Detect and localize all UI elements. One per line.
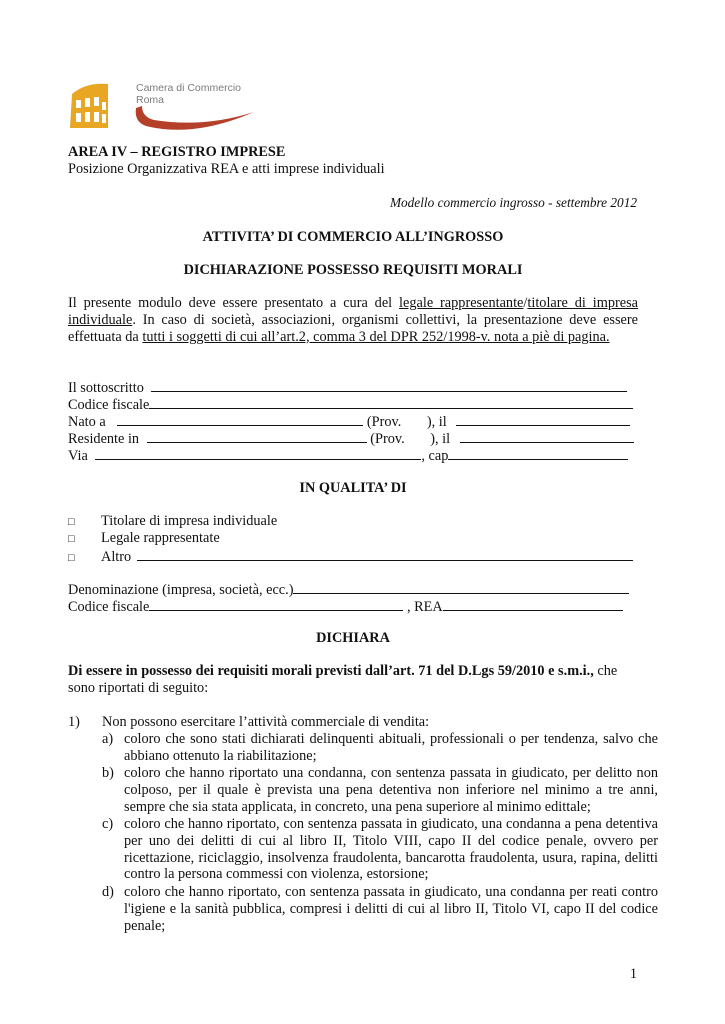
sole-owner-link: titolare di impresa individuale — [68, 295, 638, 328]
page-subtitle: DICHIARAZIONE POSSESSO REQUISITI MORALI — [183, 262, 523, 278]
item-letter-d: d) — [102, 884, 114, 900]
role-option-legale[interactable] — [68, 530, 638, 547]
intro-separator: / — [523, 295, 528, 311]
logo-line-2: Roma — [136, 93, 165, 106]
item-letter-b: b) — [102, 765, 114, 781]
via-label: Via — [68, 448, 88, 464]
residente-il-label: ), il — [430, 431, 451, 447]
checkbox-titolare-icon[interactable]: □ — [68, 516, 75, 528]
legal-representative-link: legale rappresentante — [399, 295, 524, 311]
field-codice-fiscale — [68, 395, 638, 412]
field-residente-in — [68, 429, 638, 446]
company-codice-fiscale-input[interactable] — [149, 597, 403, 611]
item-letter-c: c) — [102, 816, 114, 832]
dichiara-heading: DICHIARA — [316, 630, 390, 646]
checkbox-legale-icon[interactable]: □ — [68, 533, 75, 545]
item-text-b: coloro che hanno riportato una condanna, con sentenza passata in giudicato, per delitto non colposo, per il quale è prevista una pena detentiva non inferiore nel minimo a tre anni, sempre che sia stata applicata, in concreto, una pena superiore al minimo edittale; — [124, 765, 658, 815]
role-label-altro: Altro — [101, 549, 132, 565]
item-letter-a: a) — [102, 731, 114, 747]
role-option-altro[interactable] — [68, 547, 638, 564]
role-label-titolare: Titolare di impresa individuale — [101, 513, 278, 529]
residente-date-input[interactable] — [460, 429, 634, 443]
in-qualita-heading: IN QUALITA’ DI — [299, 480, 407, 496]
logo-swoosh-icon — [134, 104, 258, 132]
intro-text-1: Il presente modulo deve essere presentato a cura del — [68, 295, 400, 311]
company-codice-fiscale-label: Codice fiscale — [68, 599, 150, 615]
sottoscritto-input[interactable] — [151, 378, 627, 392]
altro-input[interactable] — [137, 547, 633, 561]
rea-label: , REA — [406, 599, 443, 615]
via-input[interactable] — [95, 446, 421, 460]
item-text-c: coloro che hanno riportato, con sentenza passata in giudicato, una condanna a pena detentiva per uno dei delitti di cui al libro II, Titolo VIII, capo II del codice penale, ovvero per ricettazione, riciclaggio, insolvenza fraudolenta, bancarotta fraudolenta, usura, rapina, delitti contro la persona commessi con violenza, estorsione; — [124, 816, 658, 883]
colosseum-logo-icon — [68, 78, 132, 130]
nato-a-label: Nato a — [68, 414, 106, 430]
item-text-a: coloro che sono stati dichiarati delinquenti abituali, professionali o per tendenza, salvo che abbiano ottenuto la riabilitazione; — [124, 731, 658, 764]
field-denominazione — [68, 580, 638, 597]
logo-text — [136, 83, 241, 106]
declaration-bold: Di essere in possesso dei requisiti morali previsti dall’art. 71 del D.Lgs 59/2010 e s.m.i., — [68, 663, 594, 679]
nato-a-input[interactable] — [117, 412, 363, 426]
requirement-intro: Non possono esercitare l’attività commerciale di vendita: — [102, 714, 430, 730]
residente-prov-input[interactable] — [408, 430, 430, 443]
subjects-reference-link: tutti i soggetti di cui all’art.2, comma 3 del DPR 252/1998-v. nota a piè di pagina. — [142, 328, 610, 345]
area-title: AREA IV – REGISTRO IMPRESE — [68, 144, 286, 160]
field-nato-a — [68, 412, 638, 429]
residente-in-input[interactable] — [147, 429, 367, 443]
checkbox-altro-icon[interactable]: □ — [68, 552, 75, 564]
denominazione-input[interactable] — [293, 580, 629, 594]
residente-prov-label: (Prov. — [370, 431, 405, 447]
cap-input[interactable] — [448, 446, 628, 460]
field-company-codice-fiscale — [68, 597, 638, 614]
requirement-number: 1) — [68, 714, 80, 730]
nato-prov-label: (Prov. — [366, 414, 402, 430]
field-sottoscritto — [68, 378, 638, 395]
role-option-titolare[interactable] — [68, 513, 638, 530]
denominazione-label: Denominazione (impresa, società, ecc.) — [68, 582, 294, 598]
cap-label: , cap — [421, 448, 449, 464]
logo-line-1: Camera di Commercio — [136, 82, 242, 94]
area-subtitle: Posizione Organizzativa REA e atti imprese individuali — [68, 161, 385, 177]
declaration-paragraph — [68, 663, 638, 697]
declaration-rest: che sono riportati di seguito: — [68, 663, 618, 696]
role-label-legale: Legale rappresentate — [101, 530, 220, 546]
page-title: ATTIVITA’ DI COMMERCIO ALL’INGROSSO — [202, 229, 504, 245]
model-note: Modello commercio ingrosso - settembre 2012 — [389, 195, 637, 210]
page-number: 1 — [629, 966, 637, 982]
item-text-d: coloro che hanno riportato, con sentenza passata in giudicato, una condanna per reati contro l'igiene e la sanità pubblica, compresi i delitti di cui al libro II, Titolo VI, capo II del codice penale; — [124, 884, 658, 934]
chamber-logo — [68, 78, 258, 130]
nato-prov-input[interactable] — [405, 413, 427, 426]
intro-text-2: . In caso di società, associazioni, organismi collettivi, la presentazione deve essere effettuata da — [68, 311, 638, 345]
residente-in-label: Residente in — [68, 431, 140, 447]
rea-input[interactable] — [443, 597, 623, 611]
field-via — [68, 446, 638, 463]
intro-paragraph — [68, 295, 638, 345]
codice-fiscale-label: Codice fiscale — [68, 397, 150, 413]
nato-il-label: ), il — [426, 414, 447, 430]
sottoscritto-label: Il sottoscritto — [68, 380, 144, 396]
codice-fiscale-input[interactable] — [149, 395, 633, 409]
nato-date-input[interactable] — [456, 412, 630, 426]
